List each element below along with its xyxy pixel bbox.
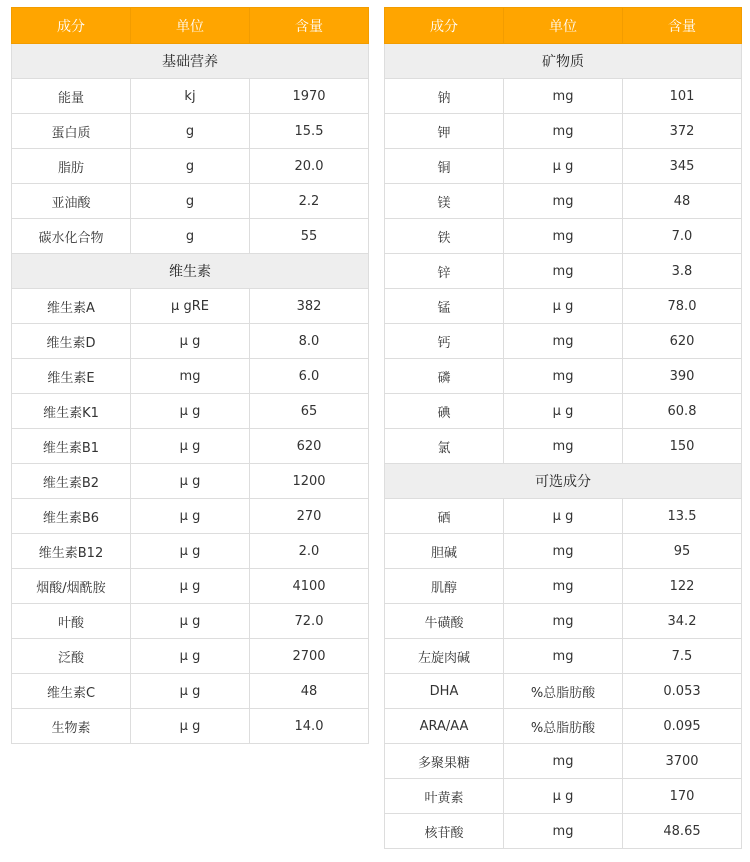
unit-cell: μ g bbox=[131, 674, 250, 709]
ingredient-cell: 维生素E bbox=[12, 359, 131, 394]
ingredient-cell: 烟酸/烟酰胺 bbox=[12, 569, 131, 604]
section-row bbox=[385, 464, 742, 499]
unit-cell: mg bbox=[504, 254, 623, 289]
ingredient-cell: ARA/AA bbox=[385, 709, 504, 744]
table-row bbox=[385, 289, 742, 324]
amount-cell: 101 bbox=[623, 79, 742, 114]
unit-cell: g bbox=[131, 219, 250, 254]
ingredient-cell: 生物素 bbox=[12, 709, 131, 744]
table-row bbox=[12, 394, 369, 429]
unit-cell: mg bbox=[504, 604, 623, 639]
ingredient-cell: 铜 bbox=[385, 149, 504, 184]
table-row bbox=[12, 534, 369, 569]
unit-cell: %总脂肪酸 bbox=[504, 709, 623, 744]
header-row bbox=[385, 8, 742, 44]
table-row bbox=[385, 499, 742, 534]
table-row bbox=[385, 149, 742, 184]
unit-cell: μ gRE bbox=[131, 289, 250, 324]
ingredient-cell: 亚油酸 bbox=[12, 184, 131, 219]
unit-cell: mg bbox=[504, 569, 623, 604]
ingredient-cell: 锰 bbox=[385, 289, 504, 324]
ingredient-cell: DHA bbox=[385, 674, 504, 709]
ingredient-cell: 镁 bbox=[385, 184, 504, 219]
table-row bbox=[385, 744, 742, 779]
ingredient-cell: 泛酸 bbox=[12, 639, 131, 674]
table-row bbox=[12, 359, 369, 394]
amount-cell: 34.2 bbox=[623, 604, 742, 639]
unit-cell: mg bbox=[504, 114, 623, 149]
ingredient-cell: 钠 bbox=[385, 79, 504, 114]
amount-cell: 270 bbox=[250, 499, 369, 534]
table-body bbox=[385, 44, 742, 849]
unit-cell: mg bbox=[131, 359, 250, 394]
table-row bbox=[12, 429, 369, 464]
amount-cell: 150 bbox=[623, 429, 742, 464]
amount-cell: 0.095 bbox=[623, 709, 742, 744]
amount-cell: 48 bbox=[623, 184, 742, 219]
unit-cell: μ g bbox=[131, 394, 250, 429]
table-row bbox=[12, 79, 369, 114]
amount-cell: 170 bbox=[623, 779, 742, 814]
unit-cell: μ g bbox=[131, 429, 250, 464]
table-row bbox=[385, 814, 742, 849]
amount-cell: 72.0 bbox=[250, 604, 369, 639]
table-row bbox=[385, 709, 742, 744]
amount-cell: 4100 bbox=[250, 569, 369, 604]
table-row bbox=[385, 779, 742, 814]
section-title: 矿物质 bbox=[385, 44, 742, 79]
unit-cell: μ g bbox=[131, 709, 250, 744]
section-row bbox=[385, 44, 742, 79]
table-header bbox=[12, 8, 369, 44]
amount-cell: 48 bbox=[250, 674, 369, 709]
amount-cell: 390 bbox=[623, 359, 742, 394]
unit-cell: mg bbox=[504, 184, 623, 219]
ingredient-cell: 牛磺酸 bbox=[385, 604, 504, 639]
ingredient-cell: 维生素K1 bbox=[12, 394, 131, 429]
unit-cell: μ g bbox=[504, 289, 623, 324]
table-header bbox=[385, 8, 742, 44]
table-row bbox=[12, 674, 369, 709]
ingredient-cell: 碘 bbox=[385, 394, 504, 429]
header-ingredient: 成分 bbox=[385, 8, 504, 44]
unit-cell: mg bbox=[504, 219, 623, 254]
unit-cell: μ g bbox=[131, 639, 250, 674]
amount-cell: 8.0 bbox=[250, 324, 369, 359]
section-row bbox=[12, 254, 369, 289]
unit-cell: g bbox=[131, 184, 250, 219]
header-ingredient: 成分 bbox=[12, 8, 131, 44]
amount-cell: 620 bbox=[250, 429, 369, 464]
header-unit: 单位 bbox=[504, 8, 623, 44]
unit-cell: μ g bbox=[504, 779, 623, 814]
amount-cell: 48.65 bbox=[623, 814, 742, 849]
unit-cell: mg bbox=[504, 814, 623, 849]
amount-cell: 372 bbox=[623, 114, 742, 149]
amount-cell: 13.5 bbox=[623, 499, 742, 534]
table-row bbox=[12, 219, 369, 254]
table-row bbox=[385, 674, 742, 709]
table-row bbox=[12, 499, 369, 534]
table-row bbox=[12, 324, 369, 359]
ingredient-cell: 维生素A bbox=[12, 289, 131, 324]
left-nutrition-table bbox=[11, 7, 369, 744]
table-row bbox=[385, 569, 742, 604]
ingredient-cell: 硒 bbox=[385, 499, 504, 534]
unit-cell: μ g bbox=[131, 569, 250, 604]
ingredient-cell: 氯 bbox=[385, 429, 504, 464]
amount-cell: 3700 bbox=[623, 744, 742, 779]
table-row bbox=[385, 114, 742, 149]
amount-cell: 65 bbox=[250, 394, 369, 429]
ingredient-cell: 核苷酸 bbox=[385, 814, 504, 849]
ingredient-cell: 维生素D bbox=[12, 324, 131, 359]
unit-cell: mg bbox=[504, 639, 623, 674]
ingredient-cell: 叶黄素 bbox=[385, 779, 504, 814]
amount-cell: 620 bbox=[623, 324, 742, 359]
table-row bbox=[385, 324, 742, 359]
unit-cell: mg bbox=[504, 744, 623, 779]
ingredient-cell: 脂肪 bbox=[12, 149, 131, 184]
right-nutrition-table bbox=[384, 7, 742, 849]
ingredient-cell: 磷 bbox=[385, 359, 504, 394]
amount-cell: 2.0 bbox=[250, 534, 369, 569]
ingredient-cell: 锌 bbox=[385, 254, 504, 289]
unit-cell: mg bbox=[504, 429, 623, 464]
unit-cell: μ g bbox=[504, 394, 623, 429]
unit-cell: μ g bbox=[131, 499, 250, 534]
table-row bbox=[385, 394, 742, 429]
unit-cell: g bbox=[131, 114, 250, 149]
header-amount: 含量 bbox=[250, 8, 369, 44]
amount-cell: 382 bbox=[250, 289, 369, 324]
ingredient-cell: 维生素B6 bbox=[12, 499, 131, 534]
ingredient-cell: 铁 bbox=[385, 219, 504, 254]
table-row bbox=[12, 639, 369, 674]
ingredient-cell: 左旋肉碱 bbox=[385, 639, 504, 674]
table-row bbox=[385, 604, 742, 639]
table-row bbox=[385, 359, 742, 394]
amount-cell: 7.5 bbox=[623, 639, 742, 674]
unit-cell: μ g bbox=[131, 324, 250, 359]
table-row bbox=[385, 184, 742, 219]
unit-cell: μ g bbox=[504, 499, 623, 534]
amount-cell: 2.2 bbox=[250, 184, 369, 219]
amount-cell: 122 bbox=[623, 569, 742, 604]
table-row bbox=[12, 184, 369, 219]
ingredient-cell: 维生素B12 bbox=[12, 534, 131, 569]
unit-cell: mg bbox=[504, 359, 623, 394]
amount-cell: 2700 bbox=[250, 639, 369, 674]
table-body bbox=[12, 44, 369, 744]
amount-cell: 60.8 bbox=[623, 394, 742, 429]
amount-cell: 0.053 bbox=[623, 674, 742, 709]
unit-cell: kj bbox=[131, 79, 250, 114]
ingredient-cell: 钾 bbox=[385, 114, 504, 149]
unit-cell: mg bbox=[504, 534, 623, 569]
amount-cell: 78.0 bbox=[623, 289, 742, 324]
unit-cell: %总脂肪酸 bbox=[504, 674, 623, 709]
section-row bbox=[12, 44, 369, 79]
unit-cell: μ g bbox=[131, 464, 250, 499]
amount-cell: 7.0 bbox=[623, 219, 742, 254]
unit-cell: μ g bbox=[131, 534, 250, 569]
amount-cell: 14.0 bbox=[250, 709, 369, 744]
unit-cell: mg bbox=[504, 324, 623, 359]
table-row bbox=[385, 429, 742, 464]
amount-cell: 1970 bbox=[250, 79, 369, 114]
table-row bbox=[12, 464, 369, 499]
section-title: 可选成分 bbox=[385, 464, 742, 499]
table-row bbox=[12, 569, 369, 604]
ingredient-cell: 胆碱 bbox=[385, 534, 504, 569]
ingredient-cell: 能量 bbox=[12, 79, 131, 114]
ingredient-cell: 维生素C bbox=[12, 674, 131, 709]
amount-cell: 20.0 bbox=[250, 149, 369, 184]
amount-cell: 6.0 bbox=[250, 359, 369, 394]
table-row bbox=[12, 604, 369, 639]
unit-cell: mg bbox=[504, 79, 623, 114]
amount-cell: 1200 bbox=[250, 464, 369, 499]
table-row bbox=[385, 219, 742, 254]
ingredient-cell: 维生素B1 bbox=[12, 429, 131, 464]
header-amount: 含量 bbox=[623, 8, 742, 44]
ingredient-cell: 蛋白质 bbox=[12, 114, 131, 149]
table-row bbox=[12, 114, 369, 149]
table-row bbox=[385, 639, 742, 674]
table-row bbox=[12, 709, 369, 744]
amount-cell: 345 bbox=[623, 149, 742, 184]
section-title: 基础营养 bbox=[12, 44, 369, 79]
table-row bbox=[385, 254, 742, 289]
ingredient-cell: 肌醇 bbox=[385, 569, 504, 604]
amount-cell: 15.5 bbox=[250, 114, 369, 149]
table-row bbox=[385, 79, 742, 114]
ingredient-cell: 维生素B2 bbox=[12, 464, 131, 499]
table-row bbox=[12, 149, 369, 184]
ingredient-cell: 叶酸 bbox=[12, 604, 131, 639]
section-title: 维生素 bbox=[12, 254, 369, 289]
table-row bbox=[385, 534, 742, 569]
header-row bbox=[12, 8, 369, 44]
header-unit: 单位 bbox=[131, 8, 250, 44]
amount-cell: 95 bbox=[623, 534, 742, 569]
amount-cell: 55 bbox=[250, 219, 369, 254]
ingredient-cell: 碳水化合物 bbox=[12, 219, 131, 254]
unit-cell: μ g bbox=[504, 149, 623, 184]
ingredient-cell: 钙 bbox=[385, 324, 504, 359]
ingredient-cell: 多聚果糖 bbox=[385, 744, 504, 779]
unit-cell: μ g bbox=[131, 604, 250, 639]
table-row bbox=[12, 289, 369, 324]
unit-cell: g bbox=[131, 149, 250, 184]
amount-cell: 3.8 bbox=[623, 254, 742, 289]
